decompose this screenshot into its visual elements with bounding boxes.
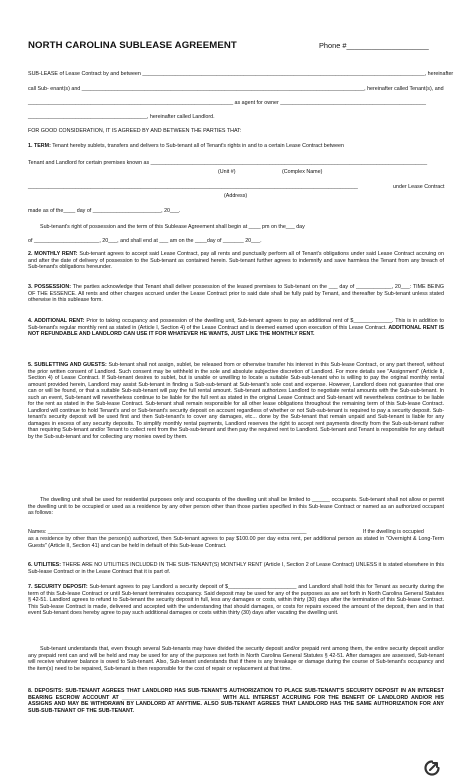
term-text: Tenant hereby sublets, transfers and delivers to Sub-tenant all of Tenant's rights in and to a certain Lease Contract between — [52, 143, 345, 149]
names-line: Names: _______________________________________________________________________________________ — [28, 529, 307, 535]
additional-rent-bold: ADDITIONAL RENT IS NOT REFUNDABLE AND LANDLORD CAN USE IT FOR WHATEVER HE WANTS, JUST LIKE THE MONTHLY RENT. — [28, 324, 444, 338]
consideration-line: FOR GOOD CONSIDERATION, IT IS AGREED BY AND BETWEEN THE PARTIES THAT: — [28, 128, 242, 134]
brand-logo-icon — [424, 760, 440, 776]
subletting-text: Sub-tenant shall not assign, sublet, be released from or otherwise transfer his interest in this Sub-lease Contract, or any part thereof, without the prior written consent of Landlord. Such consent may be withheld in the sole and absolute subjective discretion of Landlord. For more details see "Assignment" (Article II, Section 4) of Lease Contract. If Sub-tenant desires to sublet, but is unable or unwilling to locate a suitable Sub-sub-tenant who is willing to pay the original monthly rental amount provided herein, Landlord may assist Sub-tenant in finding a Sub-sub-tenant at Sub-tenant's sole cost and expense. However, Landlord does not guarantee that one can or will be found, or that a suitable Sub-sub-tenant will pay the full rental amount. Sub-tenant authorizes Landlord to negotiate rental amounts with the Sub-sub-tenant. In such an event, Sub-tenant will nevertheless continue to be liable for the full rent as stated in the original Lease Contract and Sub-tenant will nevertheless continue to be liable for the rent as stated in the Sub-lease Contract. Sub-tenant shall remain responsible for all other lease obligations throughout the remaining term of this Sub-lease Contract. Landlord will continue to hold Tenant's and or Sub-tenant's security deposit on account regardless of whether or not Sub-sub-tenant is required to pay a security deposit. Sub-tenant's security deposit will be used first and then Sub-tenant's to cover any damages, etc... done by the Sub-tenant that remain unpaid and Sub-tenant is liable for any damages in excess of any security deposits. To simplify monthly rental payments, Landlord reserves the right to accept rent payments directly from the Sub-sub-tenant rather than requiring Sub-tenant and/or Tenant to collect rent from the Sub-sub-tenant and then pay the required rent to Landlord. Sub-tenant and Tenant is responsible for any default by the Sub-sub-tenant and for collecting any monies owed by them. — [28, 362, 444, 441]
additional-rent-text: Prior to taking occupancy and possession of the dwelling unit, Sub-tenant agrees to pay an additional rent of $_____________. This is in addition to Sub-tenant's regular monthly rent as stated in (Article I, Section 4) of the Lease Contract and is deemed earned upon execution of this Lease Contract. — [28, 318, 444, 331]
unit-caption: (Unit #) — [218, 169, 236, 175]
lease-contract-label: under Lease Contract — [393, 184, 445, 190]
utilities-heading: 6. UTILITIES: — [28, 562, 61, 568]
section-possession — [28, 284, 444, 304]
security-deposit-text: Sub-tenant agrees to pay Landlord a security deposit of $_______________________ and Landlord shall hold this for Tenant as security during the term of this Sub-lease Contract or until Sub-tenant terminates occupancy. Said deposit may be used for any of the purposes as are set forth in North Carolina General Statutes § 42-51. Landlord agrees to refund to Sub-tenant the security deposit in full, less any damages or costs, within thirty (30) days after the termination of this Sub-lease Contract. This Sub-lease Contract is made, delivered and accepted with the understanding that should damages, or costs for repairs exceed the amount of the deposit, then and in that event Sub-tenant does hereby agree to pay such additional damages or costs within thirty (30) days after vacating the dwelling unit. — [28, 584, 444, 617]
section-monthly-rent — [28, 251, 444, 271]
address-caption: (Address) — [224, 193, 248, 199]
parties-line-2: call Sub- enant(s) and _______________________________________________________________________________________________, hereinafter called Tenant(s), and — [28, 86, 444, 92]
possession-heading: 3. POSSESSION: — [28, 284, 72, 290]
complex-caption: (Complex Name) — [282, 169, 323, 175]
section-additional-rent — [28, 318, 444, 338]
utilities-text: THERE ARE NO UTILITIES INCLUDED IN THE SUB-TENANT(S) MONTHLY RENT (Article I, Section 2 of Lease Contract) UNLESS it is stated elsewhere in this Sub-lease Contract or in the Lease Contract that it is part of. — [28, 562, 444, 575]
phone-field: Phone #____________________ — [319, 41, 429, 50]
possession-text: The parties acknowledge that Tenant shall deliver possession of the leased premises to Sub-tenant on the ___ day of ____________, 20___: TIME BEING OF THE ESSENCE. All rents and other charges accrued under the Lease Contract prior to said date shall be fully paid by Tenant, and thereafter by Sub-tenant unless stated otherwise in this sublease form. — [28, 284, 444, 304]
parties-line-1: SUB-LEASE of Lease Contract by and between _______________________________________________________________________________________________, hereinafter — [28, 71, 454, 77]
section-deposits: 8. DEPOSITS: SUB-TENANT AGREES THAT LANDLORD HAS SUB-TENANT'S AUTHORIZATION TO PLACE SUB-TENANT'S SECURITY DEPOSIT IN AN INTEREST BEARING ESCROW ACCOUNT AT _________________________________ WITH ALL INTEREST ACCRUING FOR THE BENEFIT OF LANDLORD AND/OR HIS ASSIGNS AND MAY BE WITHDRAWN BY LANDLORD AT ANYTIME. ALSO SUB-TENANT AGREES THAT LANDLORD HAS THE SAME AUTHORIZATION FOR ANY SUB-SUB-TENANT OF THE SUB-TENANT. — [28, 688, 444, 714]
subletting-heading: 5. SUBLETTING AND GUESTS: — [28, 362, 107, 368]
possession-end-line: of ______________________, 20___, and shall end at ___ am on the ____day of _______ 20___. — [28, 238, 262, 244]
parties-line-4: ________________________________________, hereinafter called Landlord. — [28, 114, 215, 120]
section-subletting — [28, 362, 444, 441]
document-title: NORTH CAROLINA SUBLEASE AGREEMENT — [28, 40, 237, 51]
section-utilities — [28, 562, 444, 575]
parties-line-3: _____________________________________________________________________ as agent for owner _________________________________________________ — [28, 100, 426, 106]
names-line-end: If the dwelling is occupied — [363, 529, 424, 535]
monthly-rent-heading: 2. MONTHLY RENT: — [28, 251, 78, 257]
made-as-of-line: made as of the____ day of _______________________, 20___. — [28, 208, 181, 214]
term-line — [28, 143, 344, 150]
address-line: _______________________________________________________________________________________________________________ — [28, 184, 358, 190]
extra-occupant-paragraph: as a residence by other than the person(s) authorized, then Sub-tenant agrees to pay $100.00 per day extra rent, per additional person as stated in "Overnight & Long-Term Guests" (Article II, Section 41) and can be held in default of this Sub-lease Contract. — [28, 536, 444, 549]
possession-begin-line: Sub-tenant's right of possession and the term of this Sublease Agreement shall begin at ____ pm on the___ day — [40, 224, 305, 230]
premises-line: Tenant and Landlord for certain premises known as _____________________________________________________________________________________________ — [28, 160, 428, 166]
deposit-sharing-paragraph: Sub-tenant understands that, even though several Sub-tenants may have divided the security deposit and/or prepaid rent among them, the entire security deposit and/or any prepaid rent can and will be held and may be used for any of the purposes set forth in North Carolina General Statutes § 42-51. After damages are assessed, Sub-tenant will receive whatever balance is owed to Sub-tenant. Also, Sub-tenant understands that if there is any breakage or damage during the course of Sub-tenant's occupancy and the item(s) need to be repaired, Sub-tenant is then responsible for the cost of repair or replacement at that time. — [28, 646, 444, 672]
section-security-deposit — [28, 584, 444, 617]
additional-rent-heading: 4. ADDITIONAL RENT: — [28, 318, 85, 324]
monthly-rent-text: Sub-tenant agrees to accept said Lease Contract, pay all rents and punctually perform all of Tenant's obligations under said Lease Contract accruing on and after the date of delivery of possession to the Sub-tenant as contained herein. Sub-tenant further agrees to indemnify and save harmless the Tenant from any breach of Sub-tenant's obligations hereunder. — [28, 251, 444, 271]
security-deposit-heading: 7. SECURITY DEPOSIT: — [28, 584, 88, 590]
occupancy-paragraph: The dwelling unit shall be used for residential purposes only and occupants of the dwelling unit shall be limited to ______ occupants. Sub-tenant shall not allow or permit the dwelling unit to be occupied or used as a residence by any other person other than those parties specified in this Sub-lease Contract or named as an authorized occupant as follows: — [28, 497, 444, 517]
term-heading: 1. TERM: — [28, 143, 51, 149]
